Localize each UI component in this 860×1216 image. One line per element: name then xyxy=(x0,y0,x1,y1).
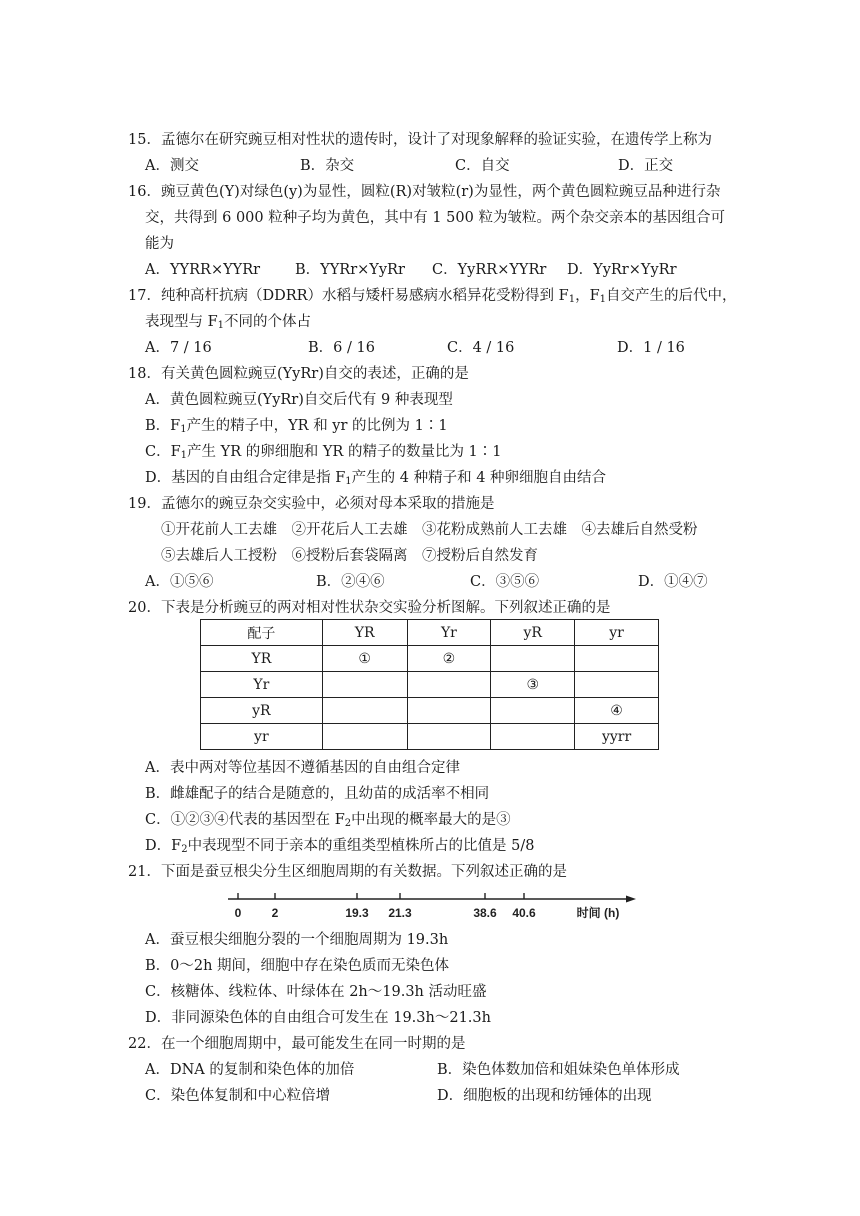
q20-option-b: B．雌雄配子的结合是随意的，且幼苗的成活率不相同 xyxy=(145,786,490,802)
q17-option-c: C．4 / 16 xyxy=(447,340,515,356)
q21-option-d: D．非同源染色体的自由组合可发生在 19.3h～21.3h xyxy=(145,1010,491,1026)
table-cell: ① xyxy=(322,646,407,672)
table-cell xyxy=(322,724,407,750)
table-header-cell: YR xyxy=(322,620,407,646)
q19-stem: 19．孟德尔的豌豆杂交实验中，必须对母本采取的措施是 xyxy=(128,496,495,512)
q16-stem-line2: 交，共得到 6 000 粒种子均为黄色，其中有 1 500 粒为皱粒。两个杂交亲本的基因组合可 xyxy=(145,210,725,226)
q15-option-c: C．自交 xyxy=(455,158,510,174)
table-cell xyxy=(407,698,491,724)
table-cell: ④ xyxy=(575,698,659,724)
q16-option-d: D．YyRr×YyRr xyxy=(567,262,677,278)
gamete-table xyxy=(200,619,659,750)
table-cell xyxy=(407,724,491,750)
q17-option-b: B．6 / 16 xyxy=(308,340,375,356)
q18-option-d: D．基因的自由组合定律是指 $F_1$产生的 4 种精子和 4 种卵细胞自由结合 xyxy=(145,470,607,487)
q15-option-a: A．测交 xyxy=(145,158,199,174)
q19-option-c: C．③⑤⑥ xyxy=(470,574,540,590)
q19-measures-line1: ①开花前人工去雄 ②开花后人工去雄 ③花粉成熟前人工去雄 ④去雄后自然受粉 xyxy=(161,522,698,538)
q22-option-a: A．DNA 的复制和染色体的加倍 xyxy=(145,1062,355,1078)
table-header-cell: yR xyxy=(491,620,575,646)
table-cell xyxy=(575,672,659,698)
table-cell: yR xyxy=(201,698,323,724)
timeline-tick-label: 21.3 xyxy=(388,906,412,920)
timeline-tick-label: 2 xyxy=(271,906,279,920)
q16-option-a: A．YYRR×YYRr xyxy=(145,262,261,278)
q22-option-d: D．细胞板的出现和纺锤体的出现 xyxy=(437,1088,652,1104)
q21-option-b: B．0～2h 期间，细胞中存在染色质而无染色体 xyxy=(145,958,450,974)
table-row xyxy=(201,672,659,698)
q18-option-b: B．$F_1$产生的精子中，YR 和 yr 的比例为 1∶1 xyxy=(145,418,448,435)
q20-option-a: A．表中两对等位基因不遵循基因的自由组合定律 xyxy=(145,760,460,776)
q19-option-b: B．②④⑥ xyxy=(316,574,385,590)
q19-option-a: A．①⑤⑥ xyxy=(145,574,214,590)
q22-stem: 22．在一个细胞周期中，最可能发生在同一时期的是 xyxy=(128,1036,466,1052)
table-cell xyxy=(575,646,659,672)
table-cell xyxy=(491,646,575,672)
q15-option-b: B．杂交 xyxy=(300,158,355,174)
table-cell: yr xyxy=(201,724,323,750)
table-header-cell: Yr xyxy=(407,620,491,646)
q21-stem: 21．下面是蚕豆根尖分生区细胞周期的有关数据。下列叙述正确的是 xyxy=(128,864,567,880)
q19-option-d: D．①④⑦ xyxy=(638,574,708,590)
table-cell xyxy=(491,698,575,724)
q18-option-c: C．$F_1$产生 YR 的卵细胞和 YR 的精子的数量比为 1∶1 xyxy=(145,444,502,461)
q15-stem: 15．孟德尔在研究豌豆相对性状的遗传时，设计了对现象解释的验证实验，在遗传学上称为 xyxy=(128,132,712,148)
table-header-cell: yr xyxy=(575,620,659,646)
table-cell xyxy=(407,672,491,698)
table-cell: Yr xyxy=(201,672,323,698)
table-header-cell: 配子 xyxy=(201,620,323,646)
timeline-tick-label: 40.6 xyxy=(512,906,536,920)
q20-option-c: C．①②③④代表的基因型在 $F_2$中出现的概率最大的是③ xyxy=(145,812,511,829)
q17-option-d: D．1 / 16 xyxy=(617,340,685,356)
q17-option-a: A．7 / 16 xyxy=(145,340,212,356)
q15-option-d: D．正交 xyxy=(618,158,674,174)
q21-option-a: A．蚕豆根尖细胞分裂的一个细胞周期为 19.3h xyxy=(145,932,449,948)
q20-stem: 20．下表是分析豌豆的两对相对性状杂交实验分析图解。下列叙述正确的是 xyxy=(128,600,611,616)
table-cell: ③ xyxy=(491,672,575,698)
timeline-tick-label: 38.6 xyxy=(473,906,497,920)
timeline-axis-label: 时间 (h) xyxy=(576,906,620,920)
q19-measures-line2: ⑤去雄后人工授粉 ⑥授粉后套袋隔离 ⑦授粉后自然发育 xyxy=(161,548,538,564)
table-header-row xyxy=(201,620,659,646)
q22-option-c: C．染色体复制和中心粒倍增 xyxy=(145,1088,331,1104)
q20-option-d: D．$F_2$中表现型不同于亲本的重组类型植株所占的比值是 5/8 xyxy=(145,838,535,855)
table-cell: ② xyxy=(407,646,491,672)
q17-stem-line2: 表现型与 $F_1$不同的个体占 xyxy=(145,314,312,331)
q16-stem-line3: 能为 xyxy=(145,236,174,252)
timeline-arrow-head xyxy=(626,896,636,903)
timeline-tick-label: 0 xyxy=(234,906,242,920)
table-row xyxy=(201,724,659,750)
cell-cycle-timeline xyxy=(228,893,648,925)
q17-stem-line1: 17．纯种高杆抗病（DDRR）水稻与矮杆易感病水稻异花受粉得到 $F_1$，$F_1$自交产生的后代中， xyxy=(128,288,737,305)
q16-option-b: B．YYRr×YyRr xyxy=(295,262,405,278)
q16-stem-line1: 16．豌豆黄色(Y)对绿色(y)为显性，圆粒(R)对皱粒(r)为显性，两个黄色圆粒豌豆品种进行杂 xyxy=(128,184,721,200)
table-cell xyxy=(322,698,407,724)
table-cell: YR xyxy=(201,646,323,672)
table-cell xyxy=(322,672,407,698)
table-row xyxy=(201,646,659,672)
q21-option-c: C．核糖体、线粒体、叶绿体在 2h～19.3h 活动旺盛 xyxy=(145,984,487,1000)
table-row xyxy=(201,698,659,724)
timeline-tick-label: 19.3 xyxy=(345,906,369,920)
table-cell xyxy=(491,724,575,750)
table-cell: yyrr xyxy=(575,724,659,750)
q18-stem: 18．有关黄色圆粒豌豆(YyRr)自交的表述，正确的是 xyxy=(128,366,469,382)
q18-option-a: A．黄色圆粒豌豆(YyRr)自交后代有 9 种表现型 xyxy=(145,392,453,408)
q16-option-c: C．YyRR×YYRr xyxy=(432,262,547,278)
q22-option-b: B．染色体数加倍和姐妹染色单体形成 xyxy=(437,1062,680,1078)
